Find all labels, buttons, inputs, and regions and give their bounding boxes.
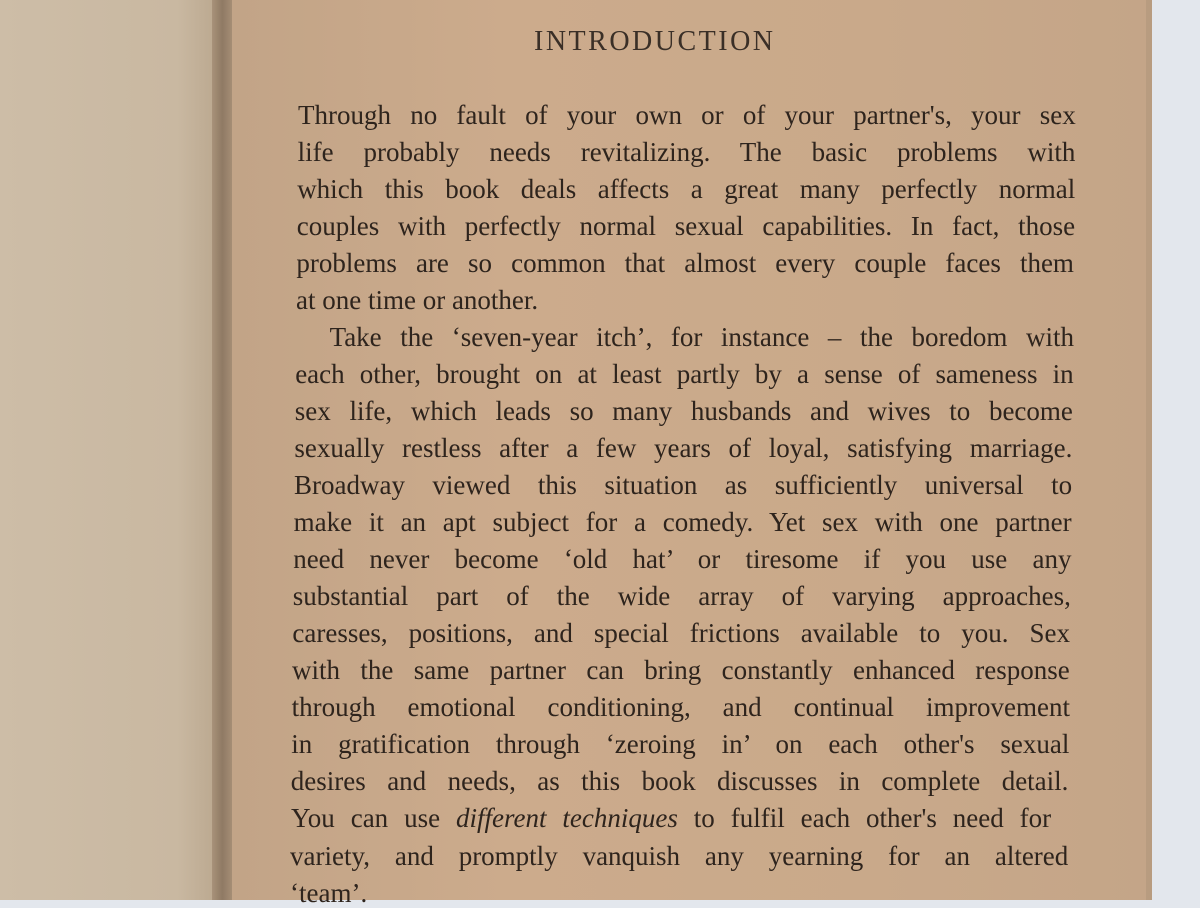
- text-line: problems are so common that almost every couple faces them: [296, 248, 1074, 278]
- text-line: sex life, which leads so many husbands and wives to become: [294, 396, 1073, 426]
- text-segment: You can use: [291, 803, 457, 833]
- text-line: Broadway viewed this situation as sufficiently universal to: [294, 470, 1073, 500]
- page-edge: [1146, 0, 1152, 900]
- text-line: each other, brought on at least partly by a sense of sameness in: [295, 359, 1074, 389]
- text-line: substantial part of the wide array of varying approaches,: [292, 581, 1071, 611]
- text-line: in gratification through ‘zeroing in’ on each other's sexual: [291, 729, 1070, 759]
- text-line: need never become ‘old hat’ or tiresome if you use any: [293, 544, 1072, 574]
- text-line: couples with perfectly normal sexual capabilities. In fact, those: [296, 211, 1076, 241]
- text-line: make it an apt subject for a comedy. Yet sex with one partner: [293, 507, 1072, 537]
- text-line: caresses, positions, and special frictions available to you. Sex: [292, 618, 1070, 648]
- text-line: desires and needs, as this book discusses in complete detail.: [290, 766, 1069, 796]
- text-segment: to fulfil each other's need for: [677, 803, 1052, 833]
- text-line: sexually restless after a few years of loyal, satisfying marriage.: [294, 433, 1073, 463]
- text-line: which this book deals affects a great many perfectly normal: [297, 174, 1076, 204]
- text-line: Take the ‘seven-year itch’, for instance – the boredom with: [329, 322, 1074, 352]
- left-page: [0, 0, 222, 900]
- text-line: at one time or another.: [296, 285, 539, 315]
- text-line: [291, 803, 1069, 833]
- text-line: with the same partner can bring constantly enhanced response: [292, 655, 1070, 685]
- text-line: life probably needs revitalizing. The basic problems with: [297, 137, 1076, 167]
- text-line: variety, and promptly vanquish any yearning for an altered: [290, 841, 1069, 871]
- text-line: Through no fault of your own or of your partner's, your sex: [298, 100, 1076, 130]
- text-line: ‘team’.: [290, 878, 368, 908]
- text-line: through emotional conditioning, and continual improvement: [291, 692, 1070, 722]
- italic-phrase: different techniques: [456, 803, 678, 833]
- chapter-heading: INTRODUCTION: [534, 26, 776, 57]
